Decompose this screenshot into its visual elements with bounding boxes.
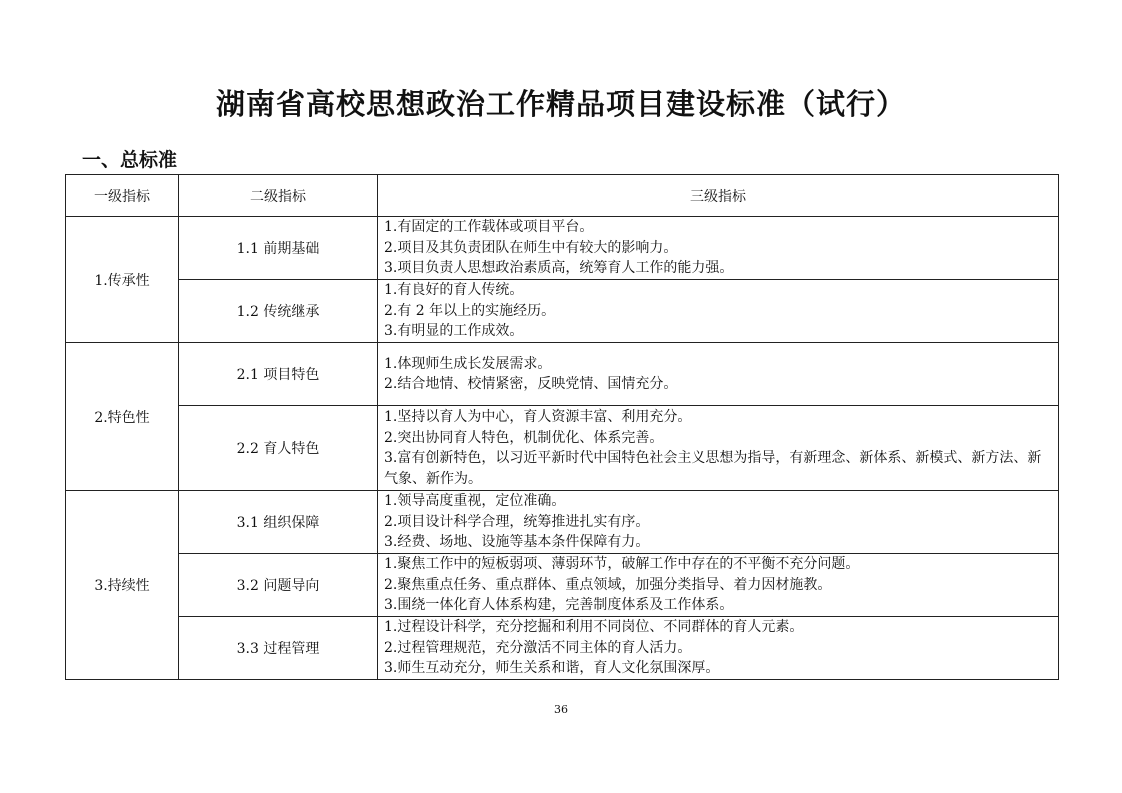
- criterion-item: 2.项目设计科学合理，统筹推进扎实有序。: [384, 513, 650, 530]
- criterion-item: 3.项目负责人思想政治素质高，统筹育人工作的能力强。: [384, 260, 734, 277]
- criterion-item: 1.聚焦工作中的短板弱项、薄弱环节，破解工作中存在的不平衡不充分问题。: [384, 556, 860, 573]
- criterion-item: 3.富有创新特色，以习近平新时代中国特色社会主义思想为指导，有新理念、新体系、新模式、新方法、新气象、新作为。: [384, 450, 1042, 487]
- level3-cell: [378, 406, 1059, 491]
- table-row: [66, 406, 1059, 491]
- table-row: [66, 343, 1059, 406]
- level2-cell: 2.1 项目特色: [179, 343, 378, 406]
- criterion-item: 2.聚焦重点任务、重点群体、重点领域，加强分类指导、着力因材施教。: [384, 576, 832, 593]
- level1-cell: 3.持续性: [66, 491, 179, 680]
- level1-cell: 1.传承性: [66, 217, 179, 343]
- level3-cell: [378, 343, 1059, 406]
- level3-cell: [378, 554, 1059, 617]
- table-row: [66, 217, 1059, 280]
- section-heading: 一、总标准: [82, 149, 178, 171]
- criterion-item: 2.过程管理规范，充分激活不同主体的育人活力。: [384, 639, 692, 656]
- level3-cell: [378, 491, 1059, 554]
- criterion-item: 3.经费、场地、设施等基本条件保障有力。: [384, 534, 650, 551]
- criterion-item: 3.围绕一体化育人体系构建，完善制度体系及工作体系。: [384, 597, 734, 614]
- page-number: 36: [554, 703, 568, 716]
- level3-cell: [378, 217, 1059, 280]
- level2-cell: 1.2 传统继承: [179, 280, 378, 343]
- table-row: [66, 554, 1059, 617]
- criterion-item: 2.有 2 年以上的实施经历。: [384, 302, 556, 319]
- header-level1: 一级指标: [66, 175, 179, 217]
- level1-cell: 2.特色性: [66, 343, 179, 491]
- criterion-item: 1.有固定的工作载体或项目平台。: [384, 219, 594, 236]
- standards-table: [65, 174, 1059, 680]
- criterion-item: 1.过程设计科学，充分挖掘和利用不同岗位、不同群体的育人元素。: [384, 619, 804, 636]
- header-level2: 二级指标: [179, 175, 378, 217]
- criterion-item: 2.突出协同育人特色，机制优化、体系完善。: [384, 429, 664, 446]
- level2-cell: 3.3 过程管理: [179, 617, 378, 680]
- criterion-item: 2.项目及其负责团队在师生中有较大的影响力。: [384, 239, 678, 256]
- level2-cell: 3.2 问题导向: [179, 554, 378, 617]
- level3-cell: [378, 617, 1059, 680]
- criterion-item: 1.体现师生成长发展需求。: [384, 355, 552, 372]
- level2-cell: 3.1 组织保障: [179, 491, 378, 554]
- level2-cell: 1.1 前期基础: [179, 217, 378, 280]
- criterion-item: 3.有明显的工作成效。: [384, 323, 524, 340]
- criterion-item: 2.结合地情、校情紧密，反映党情、国情充分。: [384, 376, 678, 392]
- header-level3: 三级指标: [378, 175, 1059, 217]
- table-row: [66, 280, 1059, 343]
- table-row: [66, 617, 1059, 680]
- level3-cell: [378, 280, 1059, 343]
- criterion-item: 1.领导高度重视，定位准确。: [384, 493, 566, 510]
- criterion-item: 1.坚持以育人为中心，育人资源丰富、利用充分。: [384, 409, 692, 425]
- table-row: [66, 491, 1059, 554]
- criterion-item: 3.师生互动充分，师生关系和谐，育人文化氛围深厚。: [384, 660, 720, 677]
- table-header-row: [66, 175, 1059, 217]
- page-title: 湖南省高校思想政治工作精品项目建设标准（试行）: [215, 87, 906, 121]
- level2-cell: 2.2 育人特色: [179, 406, 378, 491]
- criterion-item: 1.有良好的育人传统。: [384, 282, 524, 299]
